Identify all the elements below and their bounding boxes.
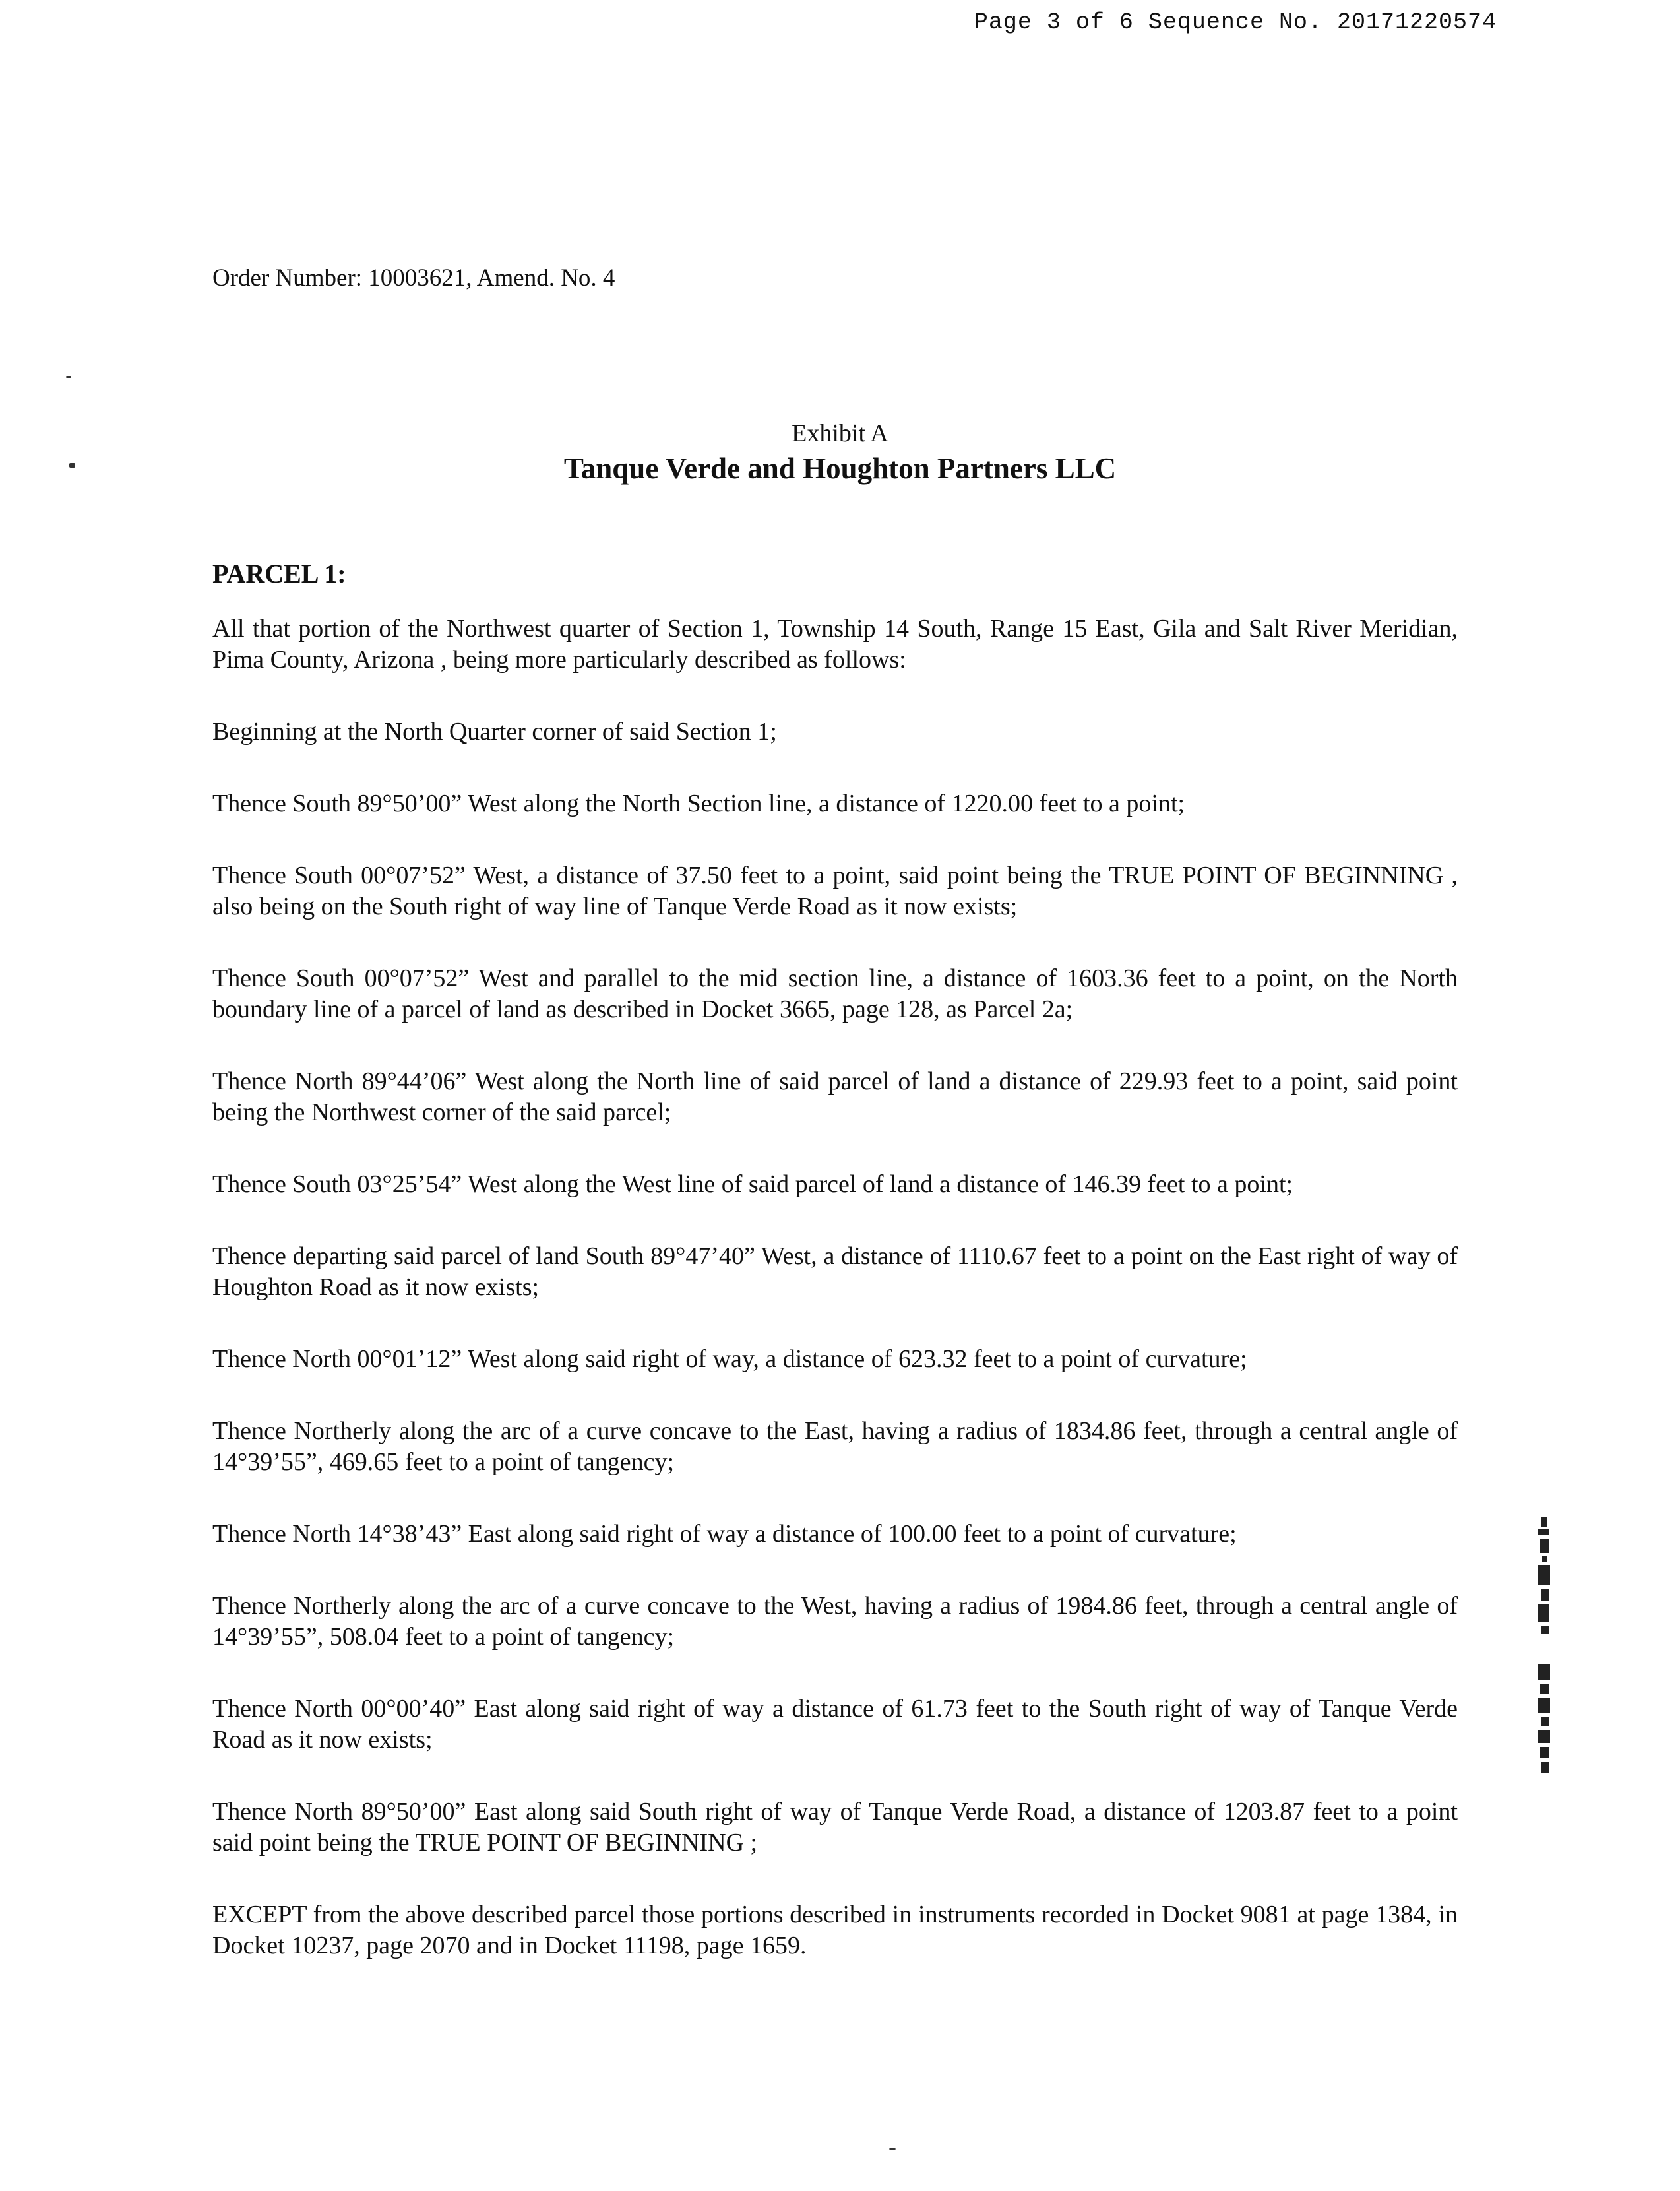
legal-paragraph: Thence South 03°25’54” West along the West line of said parcel of land a distance of 146.39 feet to a point; [212, 1170, 1293, 1198]
recorder-side-stamp [1529, 1517, 1561, 1781]
exhibit-label: Exhibit A [792, 420, 888, 447]
legal-paragraph: Thence departing said parcel of land South 89°47’40” West, a distance of 1110.67 feet to a point on the East right of way of Houghton Road as it now exists; [212, 1242, 1458, 1301]
legal-paragraph: All that portion of the Northwest quarter of Section 1, Township 14 South, Range 15 East, Gila and Salt River Meridian, Pima County, Arizona , being more particularly described as follows: [212, 615, 1458, 674]
legal-paragraph: Beginning at the North Quarter corner of said Section 1; [212, 718, 777, 746]
exhibit-title: Tanque Verde and Houghton Partners LLC [563, 452, 1117, 485]
legal-paragraph: EXCEPT from the above described parcel those portions described in instruments recorded in Docket 9081 at page 1384, in Docket 10237, page 2070 and in Docket 11198, page 1659. [212, 1901, 1458, 1959]
legal-paragraph: Thence North 00°01’12” West along said right of way, a distance of 623.32 feet to a point of curvature; [212, 1345, 1247, 1373]
legal-description [212, 614, 1458, 2002]
scan-speck [69, 463, 75, 468]
page-sequence-header: Page 3 of 6 Sequence No. 20171220574 [974, 9, 1497, 36]
legal-paragraph: Thence South 00°07’52” West and parallel to the mid section line, a distance of 1603.36 feet to a point, on the North boundary line of a parcel of land as described in Docket 3665, page 128, as Parcel 2a; [212, 965, 1458, 1023]
legal-paragraph: Thence North 89°44’06” West along the North line of said parcel of land a distance of 229.93 feet to a point, said point being the Northwest corner of the said parcel; [212, 1067, 1458, 1126]
exhibit-heading-block [0, 417, 1680, 487]
legal-paragraph: Thence South 00°07’52” West, a distance of 37.50 feet to a point, said point being the TRUE POINT OF BEGINNING , also being on the South right of way line of Tanque Verde Road as it now exists; [212, 862, 1458, 920]
legal-paragraph: Thence South 89°50’00” West along the North Section line, a distance of 1220.00 feet to a point; [212, 790, 1185, 817]
parcel-heading: PARCEL 1: [212, 559, 346, 588]
legal-paragraph: Thence Northerly along the arc of a curve concave to the West, having a radius of 1984.86 feet, through a central angle of 14°39’55”, 508.04 feet to a point of tangency; [212, 1592, 1458, 1651]
legal-paragraph: Thence Northerly along the arc of a curve concave to the East, having a radius of 1834.86 feet, through a central angle of 14°39’55”, 469.65 feet to a point of tangency; [212, 1417, 1458, 1476]
scan-speck [66, 376, 71, 378]
order-number: Order Number: 10003621, Amend. No. 4 [212, 265, 615, 292]
legal-paragraph: Thence North 00°00’40” East along said right of way a distance of 61.73 feet to the South right of way of Tanque Verde Road as it now exists; [212, 1695, 1458, 1754]
scan-speck [889, 2148, 896, 2150]
legal-paragraph: Thence North 89°50’00” East along said South right of way of Tanque Verde Road, a distance of 1203.87 feet to a point said point being the TRUE POINT OF BEGINNING ; [212, 1798, 1458, 1857]
legal-paragraph: Thence North 14°38’43” East along said right of way a distance of 100.00 feet to a point of curvature; [212, 1520, 1237, 1548]
